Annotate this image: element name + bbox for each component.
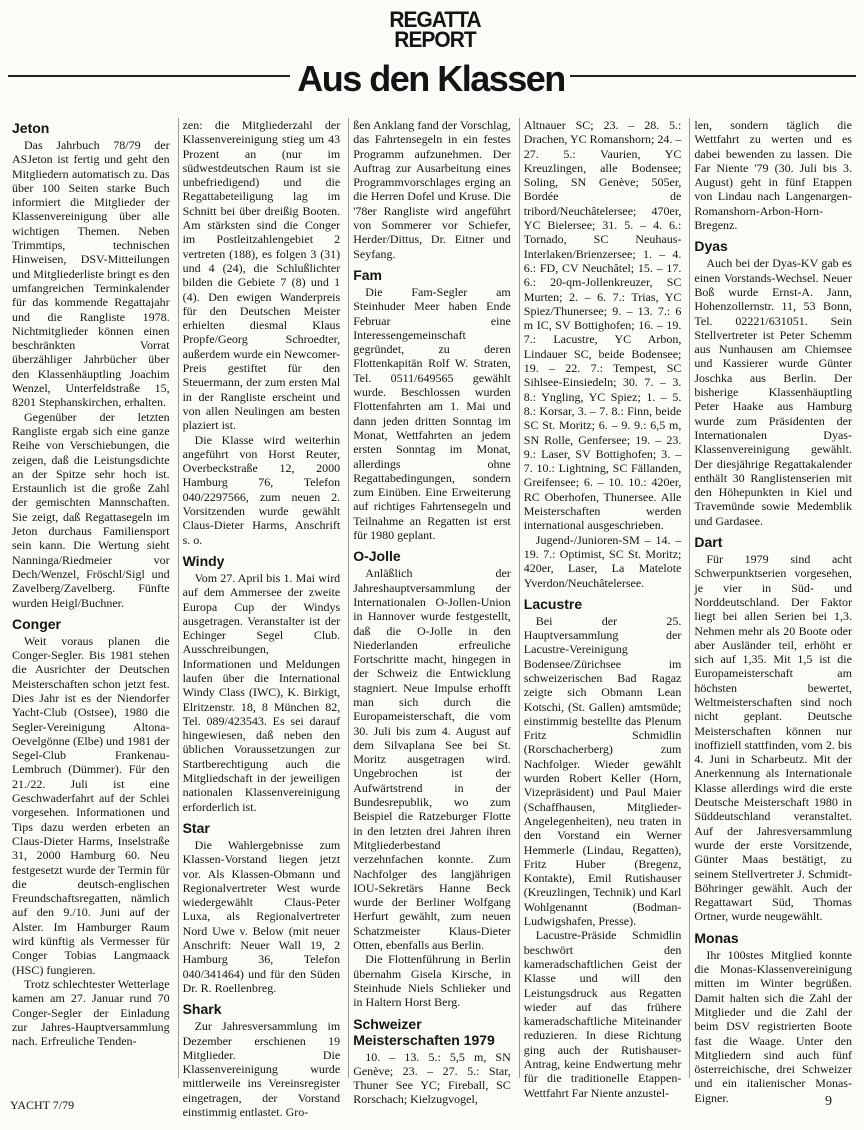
section-heading: Star	[182, 819, 210, 836]
body-paragraph: Die Wahlergebnisse zum Klassen-Vorstand liegen jetzt vor. Als Klassen-Obmann und Regionalvertreter West wurde wiedergewählt Claus-Peter Luxa, als Regionalvertreter Nord Uwe v. Below (mit neuer Anschrift: Neuer Wall 19, 2 Hamburg 36, Telefon 040/341464) und für den Süden Dr. R. Roellenbreg.	[182, 837, 341, 995]
body-paragraph: Die Fam-Segler am Steinhuder Meer haben Ende Februar eine Interessengemeinschaft gegründet, zu deren Flottenkapitän Rolf W. Straten, Tel. 0511/649565 gewählt wurde. Beschlossen wurden Flottenfahrten am 1. Mai und dann jeden dritten Sonntag im Monat, Wettfahrten an jedem ersten Sonntag im Monat, allerdings ohne Regattabedingungen, sondern zum Einüben. Eine Erweiterung auf richtiges Fahrtensegeln und Teilnahme an Regatten ist erst für 1980 geplant.	[353, 284, 511, 543]
body-paragraph: Lacustre-Präside Schmidlin beschwört den kameradschaftlichen Geist der Klasse und will den Leistungsdruck aus Regatten wieder auf das frühere kameradschaftliche Miteinander reduzieren. In diese Richtung ging auch der Rutishauser-Antrag, keine Endwertung mehr für die traditionelle Etappen-Wettfahrt Far Niente anzustel-	[523, 928, 682, 1100]
magazine-issue: YACHT 7/79	[10, 1098, 75, 1112]
section-heading: Conger	[12, 615, 61, 632]
section-heading: Fam	[353, 266, 382, 283]
text-column-4	[519, 118, 686, 1100]
text-column-2	[178, 118, 345, 1119]
body-paragraph: Das Jahrbuch 78/79 der ASJeton ist fertig und geht den Mitgliedern automatisch zu. Das über 100 Seiten starke Buch informiert die Mitglieder der Klassenvereinigung über alle wichtigen Themen. Neben Trimmtips, technischen Hinweisen, DSV-Mitteilungen und Mitgliederliste bringt es den umfangreichen Terminkalender für das kommende Regattajahr und die Rangliste 1978. Nichtmitglieder können einen beschränkten Vorrat überzähliger Jahrbücher über den Klassenhäuptling Joachim Wenzel, Unterfeldstraße 15, 8201 Stephanskirchen, erhalten.	[12, 138, 170, 410]
text-column-3	[348, 118, 515, 1107]
section-title: Aus den Klassen	[297, 58, 565, 99]
body-paragraph: Für 1979 sind acht Schwerpunktserien vorgesehen, je vier in Süd- und Norddeutschland. Der Faktor liegt bei allen Serien bei 1,3. Nehmen mehr als 20 Boote oder aber Ausländer teil, erhöht er sich auf 1,35. Mit 1,5 ist die Europameisterschaft am höchsten bewertet, Weltmeisterschaften sind noch nicht geplant. Deutsche Meisterschaften können nur inoffiziell stattfinden, vom 2. bis 4. Juni in Scharbeutz. Mit der Anerkennung als Internationale Klasse allerdings wird die erste Deutsche Meisterschaft 1980 in Süddeutschland veranstaltet. Auf der Jahresversammlung wurde der erste Vorsitzende, Günter Maas bestätigt, zu seinem Stellvertreter J. Schmidt-Böhringer gewählt. Auch der Regattawart Süd, Thomas Ortner, wurde neugewählt.	[694, 552, 852, 924]
section-heading: Jeton	[12, 120, 50, 136]
body-paragraph: Gegenüber der letzten Rangliste ergab sich eine ganze Reihe von Verschiebungen, die zeigen, daß die Leistungsdichte an der Spitze sehr hoch ist. Erstaunlich ist die große Zahl der gemischten Mannschaften. Sie zeigt, daß Regattasegeln im Jeton durchaus Familiensport sein kann. Die Wertung sieht Nanninga/Riedmeier vor Dech/Wenzel, Fröschl/Sigl und Zavelberg/Zavelberg. Fünfte wurden Heigl/Buchner.	[12, 409, 170, 610]
section-heading: O-Jolle	[353, 548, 401, 565]
body-paragraph: Weit voraus planen die Conger-Segler. Bis 1981 stehen die Ausrichter der Deutschen Meisterschaften schon jetzt fest. Dies Jahr ist es der Niendorfer Yacht-Club (Ostsee), 1980 die Segler-Vereinigung Altona-Oevelgönne (Elbe) und 1981 der Segel-Club Frankenau-Lembruch (Dümmer). Für den 21./22. Juli ist eine Geschwaderfahrt auf der Schlei vorgesehen. Informationen und Tips dazu werden erbeten an Claus-Dieter Harms, Inselstraße 31, 2000 Hamburg 60. Neu festgesetzt wurde der Termin für die deutsch-englischen Freundschaftsregatten, nämlich auf den 9./10. Juni auf der Alster. Im Hamburger Raum wird künftig als Vermesser für Conger Tobias Langmaack (HSC) fungieren.	[12, 633, 170, 977]
section-heading: Windy	[182, 552, 225, 569]
body-paragraph: Bei der 25. Hauptversammlung der Lacustre-Vereinigung Bodensee/Zürichsee im schweizerischen Bad Ragaz zeigte sich Obmann Lean Kotschi, (St. Gallen) amtsmüde; einstimmig bestellte das Plenum Fritz Schmidlin (Rorschacherberg) zum Nachfolger. Wieder gewählt wurden Robert Keller (Horn, Vizepräsident) und Paul Maier (Schaffhausen, Mitglieder-Angelegenheiten), neu traten in den Vorstand ein Werner Hemmerle (Lindau, Regatten), Fritz Huber (Bregenz, Kontakte), Emil Rutishauser (Kreuzlingen, Technik) und Karl Wohlgenannt (Bodman-Ludwigshafen, Presse).	[523, 613, 682, 929]
body-paragraph: 10. – 13. 5.: 5,5 m, SN Genève; 23. – 27. 5.: Star, Thuner See YC; Fireball, SC Rorschach; Kielzugvogel,	[353, 1049, 511, 1107]
body-paragraph: Die Flottenführung in Berlin übernahm Gisela Kirsche, in Steinhude Niels Schlieker und in Haltern Horst Berg.	[353, 952, 511, 1010]
body-paragraph: Jugend-/Junioren-SM – 14. – 19. 7.: Optimist, SC St. Moritz; 420er, Laser, La Matelote Yverdon/Neuchâtelersee.	[523, 532, 682, 590]
body-paragraph: Auch bei der Dyas-KV gab es einen Vorstands-Wechsel. Neuer Boß wurde Ernst-A. Jann, Hohenzollernstr. 11, 53 Bonn, Tel. 02221/631051. Sein Stellvertreter ist Peter Schemm aus Nunhausen am Chiemsee und Kassierer wurde Günter Joschka aus Berlin. Der bisherige Klassenhäuptling Peter Haake aus Hamburg wurde zum Präsidenten der Internationalen Dyas-Klassenvereinigung gewählt. Der diesjährige Regattakalender enthält 30 Ranglistenserien mit den Höhepunkten in Kiel und Travemünde sowie Medemblik und Gardasee.	[694, 256, 852, 528]
page-number: 9	[825, 1094, 832, 1109]
title-rule-left	[8, 75, 290, 77]
section-heading: Dart	[694, 534, 723, 551]
body-paragraph: Vom 27. April bis 1. Mai wird auf dem Ammersee der zweite Europa Cup der Windys ausgetragen. Veranstalter ist der Echinger Segel Club. Ausschreibungen, Informationen und Meldungen laufen über die International Windy Class (IWC), K. Birkigt, Elritzenstr. 18, 8 München 82, Tel. 089/423543. Es sei darauf hingewiesen, daß neben den üblichen Voraussetzungen zur Startberechtigung auch die Mitgliedschaft in der jeweiligen nationalen Klassenvereinigung erforderlich ist.	[182, 570, 341, 814]
body-paragraph: Ihr 100stes Mitglied konnte die Monas-Klassenvereinigung mitten im Winter begrüßen. Damit halten sich die Zahl der Mitglieder und die Zahl der beim DSV registrierten Boote fast die Waage. Unter den Mitgliedern sind auch fünf österreichische, drei Schweizer und ein italienischer Monas-Eigner.	[694, 947, 852, 1105]
section-heading: Shark	[182, 1001, 222, 1018]
masthead-line2: REPORT	[394, 27, 476, 52]
body-paragraph: Altnauer SC; 23. – 28. 5.: Drachen, YC Romanshorn; 24. – 27. 5.: Vaurien, YC Kreuzlingen, alle Bodensee; Soling, SN Genève; 505er, Bordée de tribord/Neuchâtelersee; 470er, YC Bielersee; 31. 5. – 4. 6.: Tornado, SC Neuhaus-Interlaken/Brienzersee; 1. – 4. 6.: FD, CV Neuchâtel; 15. – 17. 6.: 20-qm-Jollenkreuzer, SC Murten; 2. – 6. 7.: Trias, YC Spiez/Thunersee; 9. – 13. 7.: 6 m IC, SV Bottighofen; 16. – 19. 7.: Lacustre, YC Arbon, Lindauer SC, beide Bodensee; 19. – 22. 7.: Tempest, SC Sihlsee-Einsiedeln; 30. 7. – 3. 8.: Yngling, YC Spiez; 1. – 5. 8.: Korsar, 3. – 7. 8.: Finn, beide SC St. Moritz; 6. – 9. 9.: 6,5 m, SN Rolle, Genfersee; 19. – 23. 9.: Laser, SV Bottighofen; 3. – 7. 10.: Lightning, SC Fällanden, Greifensee; 6. – 10. 10.: 420er, RC Oberhofen, Thunersee. Alle Meisterschaften werden international ausgeschrieben.	[523, 118, 682, 533]
body-paragraph: Anläßlich der Jahreshauptversammlung der Internationalen O-Jollen-Union in Hannover wurde festgestellt, daß die O-Jolle in den Niederlanden erfreuliche Fortschritte macht, hingegen in der Schweiz die Entwicklung stagniert. Neue Impulse erhofft man sich durch die Europameisterschaft, die vom 30. Juli bis zum 4. August auf dem Silvaplana See bei St. Moritz ausgetragen wird. Ungebrochen ist der Aufwärtstrend in der Bundesrepublik, wo zum Beispiel die Ratzeburger Flotte in den letzten drei Jahren ihren Mitgliederbestand verzehnfachen konnte. Zum Nachfolger des langjährigen IOU-Sekretärs Hanne Beck wurde der Berliner Wolfgang Herfurt gewählt, zum neuen Schatzmeister Klaus-Dieter Otten, ebenfalls aus Berlin.	[353, 566, 511, 953]
section-heading: Monas	[694, 929, 739, 946]
text-column-5	[689, 118, 856, 1105]
masthead	[364, 7, 507, 52]
text-column-1	[8, 118, 174, 1078]
section-heading: Dyas	[694, 238, 728, 255]
body-paragraph: len, sondern täglich die Wettfahrt zu werten und es dabei bewenden zu lassen. Die Far Niente '79 (30. Juli bis 3. August) geht in fünf Etappen von Lindau nach Langenargen-Romanshorn-Arbon-Horn-Bregenz.	[694, 118, 852, 233]
body-paragraph: ßen Anklang fand der Vorschlag, das Fahrtensegeln in ein festes Programm aufzunehmen. Der Auftrag zur Ausarbeitung eines Programmvorschlages erging an die Herren Dofel und Kruse. Die '78er Rangliste wird angeführt von Sommerer vor Schiefer, Herder/Dittus, Dr. Eitner und Seyfang.	[353, 118, 511, 261]
body-paragraph: Die Klasse wird weiterhin angeführt von Horst Reuter, Overbeckstraße 12, 2000 Hamburg 76, Telefon 040/2297566, zum neuen 2. Vorsitzenden wurde gewählt Claus-Dieter Harms, Anschrift s. o.	[182, 432, 341, 547]
section-heading: Schweizer Meisterschaften 1979	[353, 1015, 495, 1048]
body-paragraph: Trotz schlechtester Wetterlage kamen am 27. Januar rund 70 Conger-Segler der Einladung zur Jahres-Hauptversammlung nach. Erfreuliche Tenden-	[12, 976, 170, 1049]
body-paragraph: Zur Jahresversammlung im Dezember erschienen 19 Mitglieder. Die Klassenvereinigung wurde mittlerweile ins Vereinsregister eingetragen, der Vorstand einstimmig entlastet. Gro-	[182, 1019, 341, 1119]
body-paragraph: zen: die Mitgliederzahl der Klassenvereinigung stieg um 43 Prozent an (nur im südwestdeutschen Raum ist sie unbefriedigend) und die Regattabeteiligung lag im Schnitt bei über dreißig Booten. Am stärksten sind die Conger im Postleitzahlengebiet 2 vertreten (188), es folgen 3 (31) und 4 (24), die Schlußlichter bilden die Gebiete 7 (8) und 1 (4). Den ewigen Wanderpreis für den Deutschen Meister erhielten diesmal Klaus Propfe/Georg Schroedter, außerdem wurde ein Newcomer-Preis gestiftet für den Steuermann, der zum ersten Mal in der Rangliste erscheint und von allen Neulingen am besten plaziert ist.	[182, 118, 341, 433]
title-rule-right	[570, 75, 856, 77]
masthead-line1: REGATTA	[389, 7, 481, 32]
section-heading: Lacustre	[523, 595, 583, 612]
